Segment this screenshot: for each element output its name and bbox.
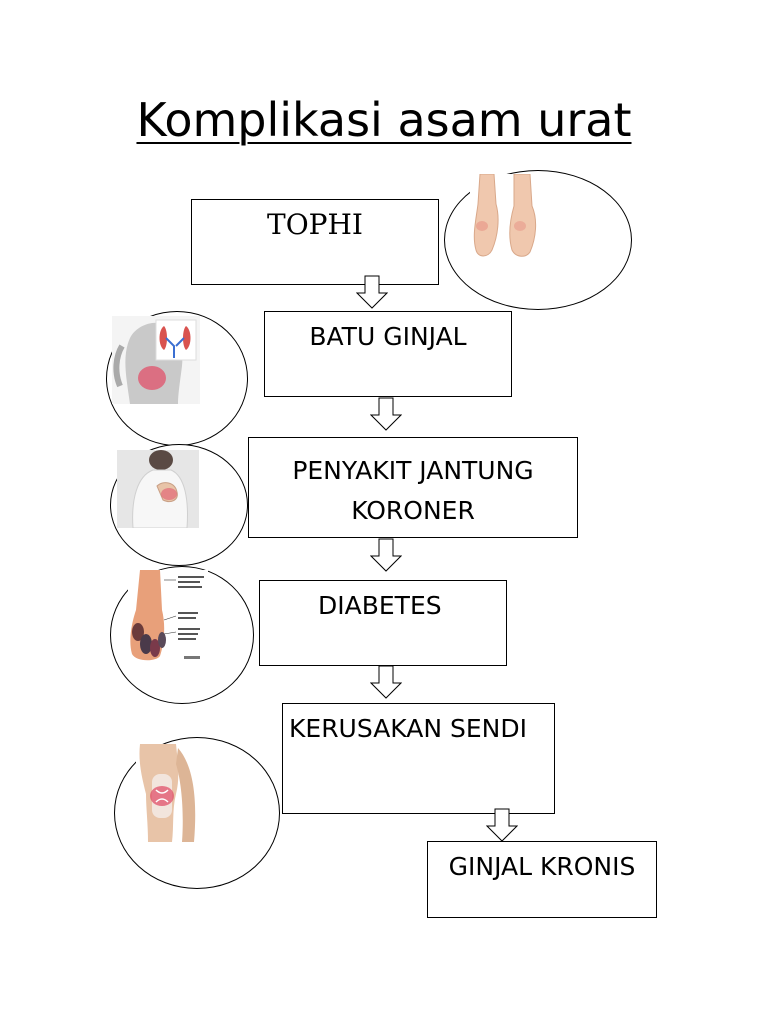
step-tophi bbox=[191, 199, 439, 285]
step-diabetes bbox=[259, 580, 507, 666]
step-pjk-label-line1: PENYAKIT JANTUNG bbox=[292, 456, 534, 485]
page-title: Komplikasi asam urat bbox=[136, 93, 632, 147]
arrow-down-icon bbox=[370, 538, 402, 572]
arrow-down-icon bbox=[486, 808, 518, 842]
arrow-down-icon bbox=[370, 665, 402, 699]
step-batu-ginjal bbox=[264, 311, 512, 397]
step-kerusakan-sendi bbox=[282, 703, 555, 814]
step-ginjal-kronis-label: GINJAL KRONIS bbox=[448, 852, 636, 881]
feet-tophi-photo-icon bbox=[470, 174, 544, 260]
chest-pain-photo-icon bbox=[117, 450, 199, 528]
step-ginjal-kronis bbox=[427, 841, 657, 918]
step-batu-ginjal-label: BATU GINJAL bbox=[309, 322, 467, 351]
diabetic-foot-gangrene-photo-icon bbox=[128, 570, 208, 670]
step-kerusakan-sendi-label: KERUSAKAN SENDI bbox=[289, 714, 527, 743]
step-pjk-label-line2: KORONER bbox=[351, 496, 475, 525]
step-diabetes-label: DIABETES bbox=[318, 591, 442, 620]
arrow-down-icon bbox=[370, 397, 402, 431]
arrow-down-icon bbox=[356, 275, 388, 309]
kidney-back-pain-photo-icon bbox=[112, 316, 200, 404]
knee-joint-photo-icon bbox=[136, 744, 210, 842]
step-tophi-label: TOPHI bbox=[267, 208, 363, 241]
step-penyakit-jantung-koroner bbox=[248, 437, 578, 538]
